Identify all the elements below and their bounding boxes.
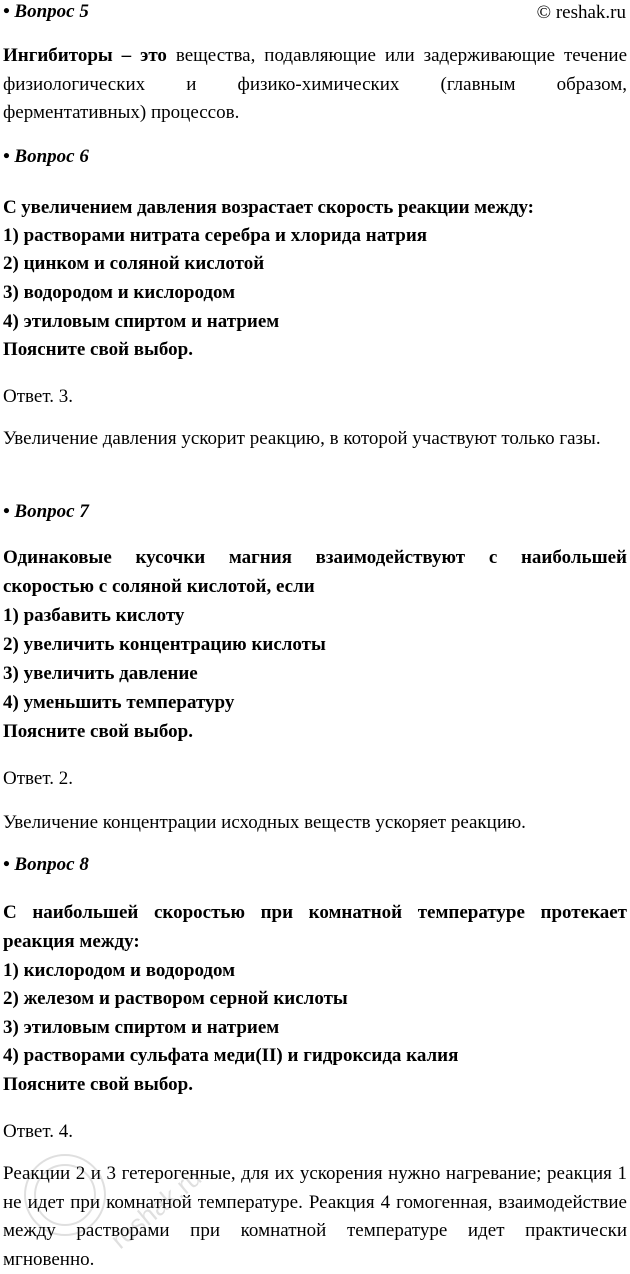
question-6-prompt: Поясните свой выбор. (3, 339, 193, 360)
question-8-option: 3) этиловым спиртом и натрием (3, 1017, 280, 1038)
question-6-option: 1) растворами нитрата серебра и хлорида натрия (3, 225, 428, 246)
term-definition: вещества, подавляющие или задерживающие течение физиологических и физико-химических (главным образом, ферментативных) процессов. (3, 45, 628, 123)
question-8-explanation: Реакции 2 и 3 гетерогенные, для их ускорения нужно нагревание; реакция 1 не идет при комнатной температуре. Реакция 4 гомогенная, взаимодействие между растворами при комнатной температуре идет практически мгновенно. (3, 1163, 627, 1270)
question-7-option: 3) увеличить давление (3, 663, 198, 684)
question-7-answer: Ответ. 2. (3, 768, 73, 789)
question-5-heading: • Вопрос 5 (3, 1, 89, 22)
question-7-option: 1) разбавить кислоту (3, 605, 185, 626)
question-6-explanation: Увеличение давления ускорит реакцию, в которой участвуют только газы. (3, 428, 601, 449)
question-7-option: 4) уменьшить температуру (3, 692, 235, 713)
question-8-prompt: Поясните свой выбор. (3, 1074, 193, 1095)
question-7-text: Одинаковые кусочки магния взаимодействуют с наибольшей скоростью с соляной кислотой, если (3, 547, 627, 597)
question-8-text: С наибольшей скоростью при комнатной температуре протекает реакция между: (3, 902, 627, 952)
question-6-option: 2) цинком и соляной кислотой (3, 253, 265, 274)
question-6-option: 3) водородом и кислородом (3, 282, 236, 303)
question-8-option: 2) железом и раствором серной кислоты (3, 988, 348, 1009)
term-label: Ингибиторы – это (3, 45, 167, 66)
question-5-text (3, 42, 627, 128)
question-8-heading: • Вопрос 8 (3, 854, 89, 875)
question-8-option: 4) растворами сульфата меди(II) и гидроксида калия (3, 1045, 459, 1066)
question-8-answer: Ответ. 4. (3, 1121, 73, 1142)
question-7-heading: • Вопрос 7 (3, 501, 89, 522)
question-6-text: С увеличением давления возрастает скорость реакции между: (3, 197, 534, 218)
copyright-label: © reshak.ru (536, 2, 626, 23)
question-7-option: 2) увеличить концентрацию кислоты (3, 634, 326, 655)
question-6-heading: • Вопрос 6 (3, 146, 89, 167)
watermark-text: reshak.ru (104, 1161, 207, 1255)
question-7-prompt: Поясните свой выбор. (3, 721, 193, 742)
question-7-explanation: Увеличение концентрации исходных веществ ускоряет реакцию. (3, 812, 526, 833)
question-6-answer: Ответ. 3. (3, 386, 73, 407)
question-8-option: 1) кислородом и водородом (3, 960, 236, 981)
question-6-option: 4) этиловым спиртом и натрием (3, 311, 280, 332)
